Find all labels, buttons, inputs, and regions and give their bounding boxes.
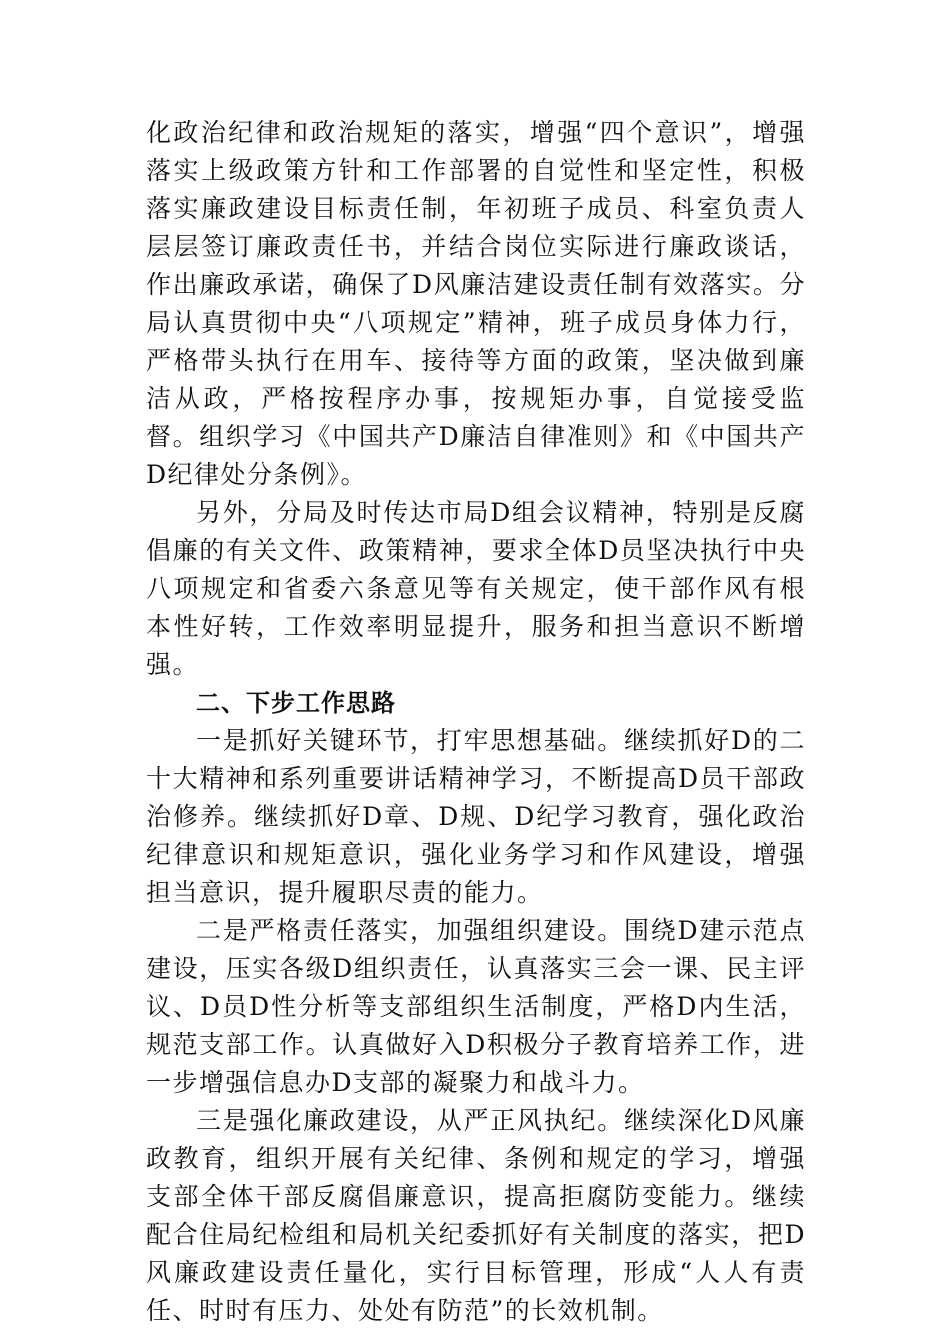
paragraph-continued: 化政治纪律和政治规矩的落实，增强“四个意识”，增强落实上级政策方针和工作部署的自觉性和坚定性，积极落实廉政建设目标责任制，年初班子成员、科室负责人层层签订廉政责任书，并结合岗位实际进行廉政谈话，作出廉政承诺，确保了D风廉洁建设责任制有效落实。分局认真贯彻中央“八项规定”精神，班子成员身体力行，严格带头执行在用车、接待等方面的政策，坚决做到廉洁从政，严格按程序办事，按规矩办事，自觉接受监督。组织学习《中国共产D廉洁自律准则》和《中国共产D纪律处分条例》。 bbox=[146, 118, 806, 489]
paragraph-item-2: 二是严格责任落实，加强组织建设。围绕D建示范点建设，压实各级D组织责任，认真落实三会一课、民主评议、D员D性分析等支部组织生活制度，严格D内生活，规范支部工作。认真做好入D积极分子教育培养工作，进一步增强信息办D支部的凝聚力和战斗力。 bbox=[146, 916, 806, 1097]
paragraph-item-3: 三是强化廉政建设，从严正风执纪。继续深化D风廉政教育，组织开展有关纪律、条例和规定的学习，增强支部全体干部反腐倡廉意识，提高拒腐防变能力。继续配合住局纪检组和局机关纪委抓好有关制度的落实，把D风廉政建设责任量化，实行目标管理，形成“人人有责任、时时有压力、处处有防范”的长效机制。 bbox=[146, 1106, 806, 1325]
document-body bbox=[146, 114, 806, 1330]
paragraph-additional: 另外，分局及时传达市局D组会议精神，特别是反腐倡廉的有关文件、政策精神，要求全体D员坚决执行中央八项规定和省委六条意见等有关规定，使干部作风有根本性好转，工作效率明显提升，服务和担当意识不断增强。 bbox=[146, 498, 806, 679]
paragraph-item-1: 一是抓好关键环节，打牢思想基础。继续抓好D的二十大精神和系列重要讲话精神学习，不断提高D员干部政治修养。继续抓好D章、D规、D纪学习教育，强化政治纪律意识和规矩意识，强化业务学习和作风建设，增强担当意识，提升履职尽责的能力。 bbox=[146, 726, 806, 907]
section-heading: 二、下步工作思路 bbox=[196, 689, 396, 717]
